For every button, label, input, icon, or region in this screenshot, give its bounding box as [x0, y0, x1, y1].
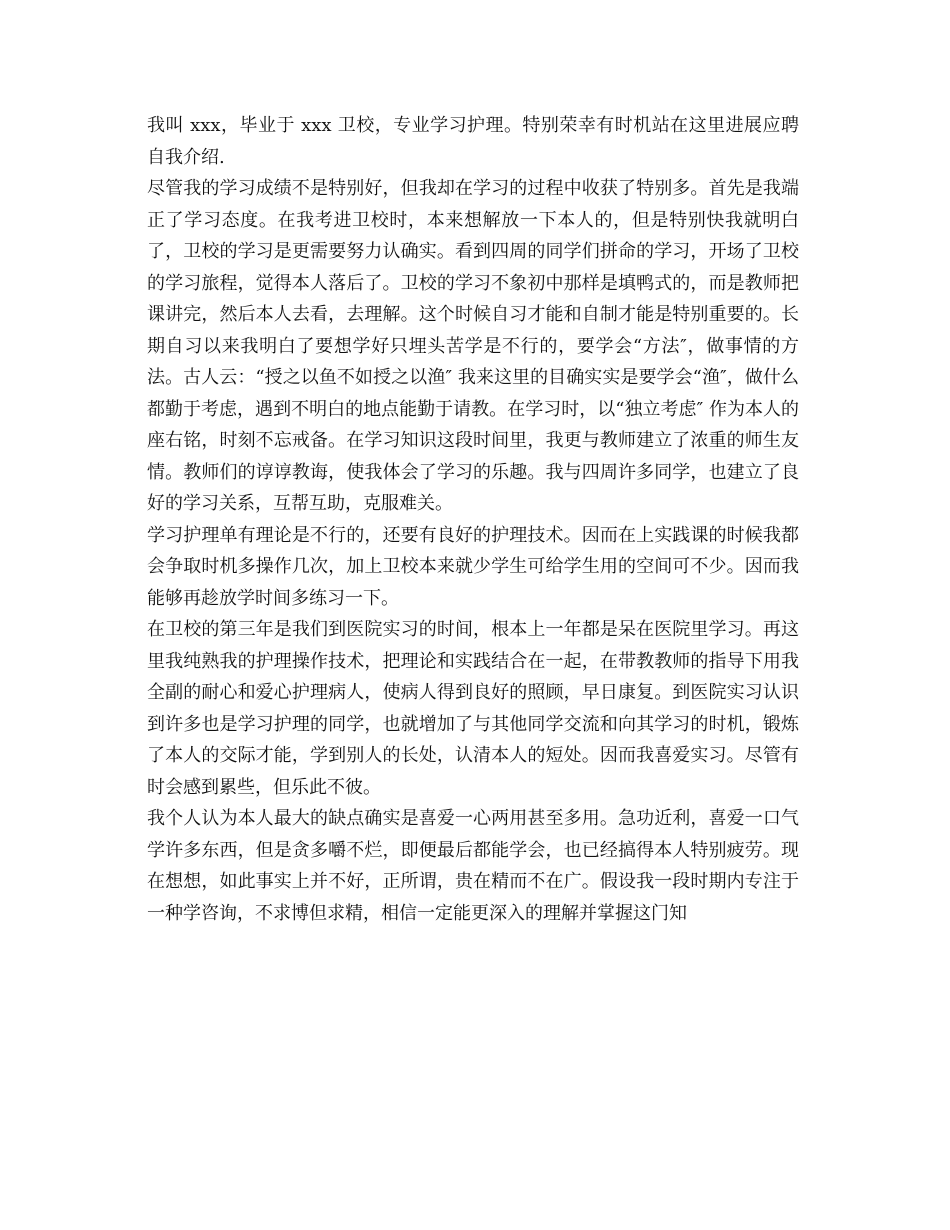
- paragraph-practice-skills: 学习护理单有理论是不行的，还要有良好的护理技术。因而在上实践课的时候我都会争取时机多操作几次，加上卫校本来就少学生可给学生用的空间可不少。因而我能够再趁放学时间多练习一下。: [147, 524, 799, 609]
- document-body: [147, 110, 799, 929]
- paragraph-internship: 在卫校的第三年是我们到医院实习的时间，根本上一年都是呆在医院里学习。再这里我纯熟我的护理操作技术，把理论和实践结合在一起，在带教教师的指导下用我全副的耐心和爱心护理病人，使病人得到良好的照顾，早日康复。到医院实习认识到许多也是学习护理的同学，也就增加了与其他同学交流和向其学习的时机，锻炼了本人的交际才能，学到别人的长处，认清本人的短处。因而我喜爱实习。尽管有时会感到累些，但乐此不彼。: [147, 619, 799, 798]
- paragraph-study-attitude: 尽管我的学习成绩不是特别好，但我却在学习的过程中收获了特别多。首先是我端正了学习态度。在我考进卫校时，本来想解放一下本人的，但是特别快我就明白了，卫校的学习是更需要努力认确实。看到四周的同学们拼命的学习，开场了卫校的学习旅程，觉得本人落后了。卫校的学习不象初中那样是填鸭式的，而是教师把课讲完，然后本人去看，去理解。这个时候自习才能和自制才能是特别重要的。长期自习以来我明白了要想学好只埋头苦学是不行的，要学会“方法″，做事情的方法。古人云：“授之以鱼不如授之以渔″ 我来这里的目确实实是要学会“渔″，做什么都勤于考虑，遇到不明白的地点能勤于请教。在学习时，以“独立考虑″ 作为本人的座右铭，时刻不忘戒备。在学习知识这段时间里，我更与教师建立了浓重的师生友情。教师们的谆谆教诲，使我体会了学习的乐趣。我与四周许多同学，也建立了良好的学习关系，互帮互助，克服难关。: [147, 178, 799, 514]
- paragraph-intro: 我叫 xxx，毕业于 xxx 卫校，专业学习护理。特别荣幸有时机站在这里进展应聘自我介绍.: [147, 115, 799, 168]
- paragraph-shortcomings: 我个人认为本人最大的缺点确实是喜爱一心两用甚至多用。急功近利，喜爱一口气学许多东西，但是贪多嚼不烂，即便最后都能学会，也已经搞得本人特别疲劳。现在想想，如此事实上并不好，正所谓，贵在精而不在广。假设我一段时期内专注于一种学咨询，不求博但求精，相信一定能更深入的理解并掌握这门知: [147, 808, 799, 924]
